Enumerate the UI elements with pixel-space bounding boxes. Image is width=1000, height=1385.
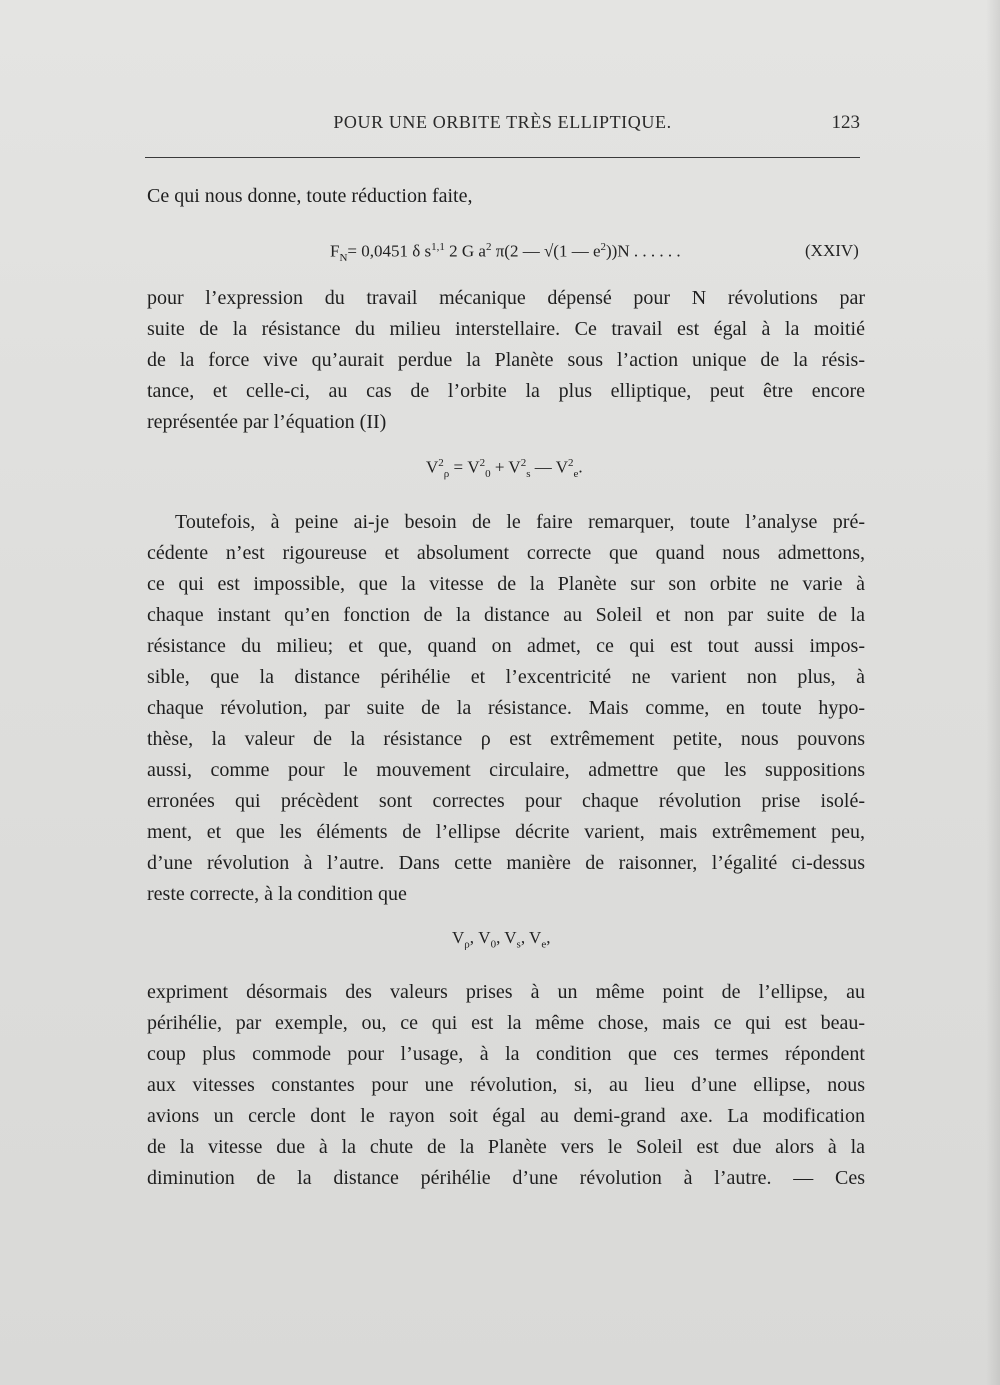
paragraph-analysis: [147, 507, 865, 910]
text-line: aussi, comme pour le mouvement circulaire, admettre que les suppositions: [147, 759, 865, 781]
text-line: expriment désormais des valeurs prises à un même point de l’ellipse, au: [147, 981, 865, 1003]
text-line: cédente n’est rigoureuse et absolument correcte que quand nous admettons,: [147, 542, 865, 564]
text-line: sible, que la distance périhélie et l’excentricité ne varient non plus, à: [147, 666, 865, 688]
text-line: périhélie, par exemple, ou, ce qui est la même chose, mais ce qui est beau-: [147, 1012, 865, 1034]
text-line: ment, et que les éléments de l’ellipse décrite varient, mais extrêmement peu,: [147, 821, 865, 843]
text-line: avions un cercle dont le rayon soit égal au demi-grand axe. La modification: [147, 1105, 865, 1127]
page-edge-shadow: [986, 0, 1000, 1385]
text-line: ce qui est impossible, que la vitesse de la Planète sur son orbite ne varie à: [147, 573, 865, 595]
text-line: pour l’expression du travail mécanique dépensé pour N révolutions par: [147, 287, 865, 309]
formula-xxiv: $F_N= 0,0451$ δ $s^{1,1}$ 2 G $a^2$ π(2 — √(1 — $e^2))N$ . . . . . .: [330, 241, 681, 265]
header-rule: [145, 157, 860, 158]
formula-velocity: $V^2_\rho = V^2_0 + V^2_s$ — $V^2_e$.: [426, 457, 583, 481]
text-line: chaque instant qu’en fonction de la distance au Soleil et non par suite de la: [147, 604, 865, 626]
paragraph-work: [147, 283, 865, 438]
paragraph-values: [147, 977, 865, 1194]
page-header: [145, 110, 860, 140]
running-title: POUR UNE ORBITE TRÈS ELLIPTIQUE.: [333, 112, 672, 132]
text-line: chaque révolution, par suite de la résistance. Mais comme, en toute hypo-: [147, 697, 865, 719]
text-line: de la force vive qu’aurait perdue la Planète sous l’action unique de la résis-: [147, 349, 865, 371]
text-line: diminution de la distance périhélie d’une révolution à l’autre. — Ces: [147, 1167, 865, 1189]
text-line: de la vitesse due à la chute de la Planète vers le Soleil est due alors à la: [147, 1136, 865, 1158]
text-line: coup plus commode pour l’usage, à la condition que ces termes répondent: [147, 1043, 865, 1065]
text-line: erronées qui précèdent sont correctes pour chaque révolution prise isolé-: [147, 790, 865, 812]
text-line: suite de la résistance du milieu interstellaire. Ce travail est égal à la moitié: [147, 318, 865, 340]
text-line: représentée par l’équation (II): [147, 411, 387, 433]
text-line: d’une révolution à l’autre. Dans cette manière de raisonner, l’égalité ci-dessus: [147, 852, 865, 874]
text-line: Toutefois, à peine ai-je besoin de le faire remarquer, toute l’analyse pré-: [175, 511, 865, 533]
text-line: Ce qui nous donne, toute réduction faite,: [147, 185, 473, 207]
text-line: tance, et celle-ci, au cas de l’orbite la plus elliptique, peut être encore: [147, 380, 865, 402]
page-number: 123: [831, 112, 860, 133]
paragraph-intro: [147, 181, 865, 212]
formula-velocity-list: $V_\rho$, $V_0$, $V_s$, $V_e$,: [452, 928, 551, 951]
text-line: thèse, la valeur de la résistance ρ est extrêmement petite, nous pouvons: [147, 728, 865, 750]
equation-number: (XXIV): [805, 241, 859, 260]
text-line: reste correcte, à la condition que: [147, 883, 407, 905]
text-line: aux vitesses constantes pour une révolution, si, au lieu d’une ellipse, nous: [147, 1074, 865, 1096]
text-line: résistance du milieu; et que, quand on admet, ce qui est tout aussi impos-: [147, 635, 865, 657]
